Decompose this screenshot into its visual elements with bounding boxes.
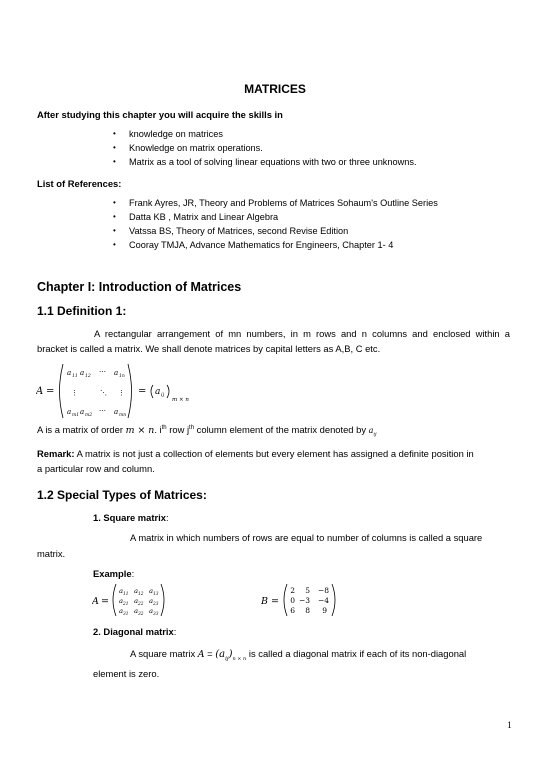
formula-text: = [46,386,55,397]
page-title: MATRICES [244,82,306,96]
remark-line1 [37,448,474,459]
formula-text: ⋮ [71,389,78,397]
reference-item: • Vatssa BS, Theory of Matrices, second Revise Edition [129,226,348,236]
superscript: th [161,425,167,431]
definition-paragraph-line2: bracket is called a matrix. We shall denote matrices by capital letters as A,B, C etc. [37,343,381,354]
formula-text: ⋯ [99,368,106,376]
intro-text: After studying this chapter you will acquire the skills in [37,109,283,120]
example-matrix-b [261,582,351,618]
general-matrix-formula [36,360,286,422]
formula-text: 33 [153,612,159,617]
order-text-part: m × n [125,425,155,436]
diagonal-paragraph-line1 [130,648,466,662]
formula-text: ⋱ [100,389,107,397]
section-heading-definition: 1.1 Definition 1: [37,304,127,318]
matrix-b-cell: 8 [305,606,310,615]
formula-text: 12 [138,592,144,597]
formula-text: m1 [72,413,80,418]
formula-text: m × n [172,397,189,403]
square-paragraph-line1: A matrix in which numbers of rows are equal to number of columns is called a square [130,532,483,543]
remark-line2: a particular row and column. [37,463,155,474]
formula-text: A [36,386,44,397]
matrix-b-cell: 0 [290,596,295,605]
example-matrix-a [92,582,207,618]
a-ij-symbol: $(a_{ij})_{n \times n}$ [215,649,247,662]
matrix-b-cell: 5 [305,586,310,595]
formula-text: 32 [138,612,144,617]
superscript: th [189,425,195,431]
reference-item: • Datta KB , Matrix and Linear Algebra [129,212,278,222]
formula-text: 22 [138,602,144,607]
skill-item: • knowledge on matrices [129,129,223,139]
formula-text: ij [161,392,165,398]
formula-text: a [114,369,119,377]
formula-text: = [138,386,147,397]
formula-text: a [134,607,139,615]
definition-paragraph-line1: A rectangular arrangement of mn numbers, in m rows and n columns and enclosed within a [94,328,510,339]
diagonal-paragraph-line2: element is zero. [93,668,160,679]
colon: : [165,512,169,523]
matrix-b-cell: 6 [290,606,295,615]
colon: : [173,626,177,637]
chapter-heading: Chapter I: Introduction of Matrices [37,280,242,294]
reference-item: • Cooray TMJA, Advance Mathematics for Engineers, Chapter 1- 4 [129,240,393,250]
matrix-b-cell: −3 [298,596,310,605]
order-text-part: A is a matrix of order [37,424,126,435]
formula-text: = [101,596,109,607]
matrix-b-cell: −4 [317,596,329,605]
order-text-part: row j [166,424,190,435]
formula-text: a [149,597,154,605]
formula-text: ⋮ [118,389,125,397]
example-label [93,568,134,579]
formula-text: ⋯ [99,407,106,415]
matrix-b-cell: −8 [317,586,329,595]
section-heading-special-types: 1.2 Special Types of Matrices: [37,488,207,502]
remark-label: Remark: [37,448,75,459]
formula-text: a [134,597,139,605]
formula-text: a [119,607,124,615]
formula-text: 13 [153,592,159,597]
references-heading: List of References: [37,178,122,189]
formula-text: a [67,408,72,416]
square-label: 1. Square matrix [93,512,166,523]
diagonal-text: is called a diagonal matrix if each of its non-diagonal [246,648,467,659]
diagonal-text: A square matrix [130,648,198,659]
formula-text: a [67,369,72,377]
formula-text: 11 [123,592,129,597]
square-paragraph-line2: matrix. [37,548,66,559]
skill-item: • Matrix as a tool of solving linear equations with two or three unknowns. [129,157,417,167]
reference-item: • Frank Ayres, JR, Theory and Problems of Matrices Sohaum's Outline Series [129,198,438,208]
formula-text: a [119,597,124,605]
subheading-diagonal-matrix [93,626,176,637]
diagonal-text: = [204,648,216,659]
matrix-b-cell: 9 [322,606,327,615]
example-text: Example [93,568,132,579]
formula-text: a [155,387,161,397]
formula-text: mn [119,413,127,418]
formula-text: a [80,408,85,416]
formula-text: B [261,596,268,607]
formula-text: 11 [72,374,78,379]
order-text-part: column element of the matrix denoted by [194,424,369,435]
order-text-part: . i [154,424,162,435]
order-text [37,424,377,438]
formula-text: 12 [85,374,91,379]
a-ij-symbol: $a_{ij}$ [368,426,377,438]
formula-text: a [80,369,85,377]
colon: : [131,568,135,579]
formula-text: m2 [85,413,93,418]
formula-text: 21 [123,602,129,607]
formula-text: A [92,596,99,607]
matrix-b-cell: 2 [290,586,295,595]
diagonal-text: A [197,649,205,660]
formula-text: a [149,587,154,595]
page-number: 1 [507,721,512,731]
formula-text: a [149,607,154,615]
formula-text: a [114,408,119,416]
formula-text: a [119,587,124,595]
formula-text: = [271,596,279,607]
formula-text: 23 [153,602,159,607]
formula-text: 1n [119,374,125,379]
subheading-square-matrix [93,512,169,523]
diagonal-label: 2. Diagonal matrix [93,626,174,637]
formula-text: 31 [123,612,129,617]
formula-text: a [134,587,139,595]
remark-text: A matrix is not just a collection of elements but every element has assigned a definite position in [74,448,474,459]
skill-item: • Knowledge on matrix operations. [129,143,263,153]
